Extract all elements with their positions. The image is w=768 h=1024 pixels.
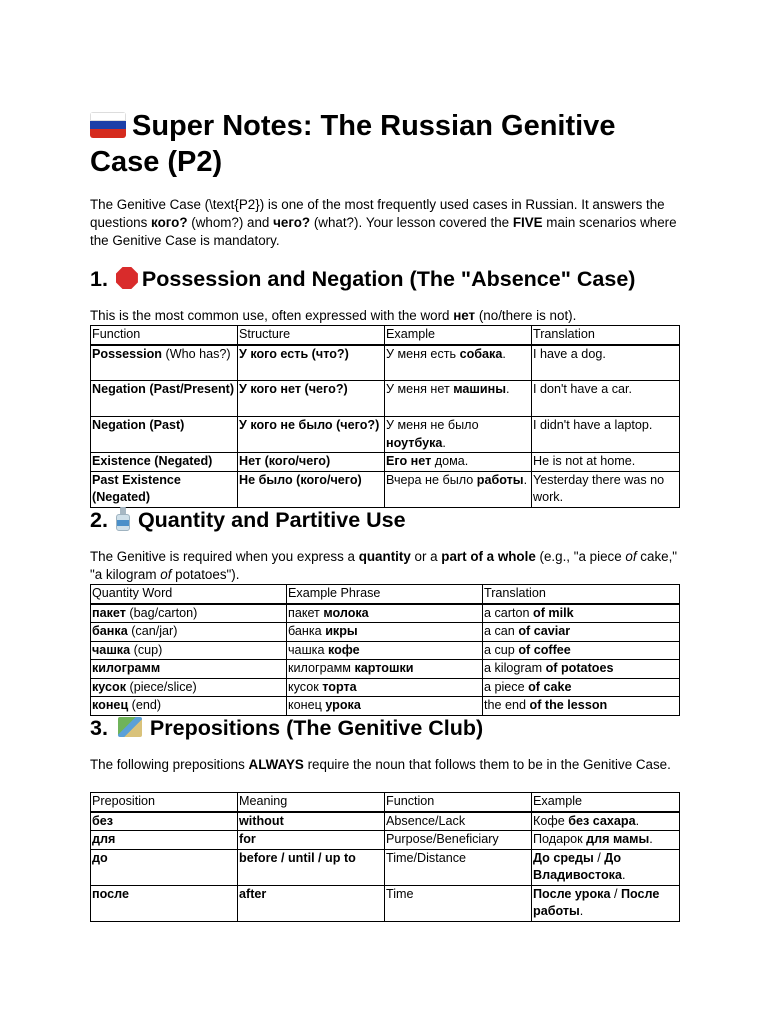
table-header-row	[91, 585, 680, 604]
section-3-heading: 3. Prepositions (The Genitive Club)	[90, 716, 484, 740]
column-header: Meaning	[238, 793, 385, 812]
translation-cell: He is not at home.	[532, 453, 680, 472]
function-cell: Purpose/Beneficiary	[385, 831, 532, 850]
translation-cell: I didn't have a laptop.	[532, 417, 680, 453]
table-row	[91, 417, 680, 453]
column-header: Preposition	[91, 793, 238, 812]
quantity-word-cell: банка (can/jar)	[91, 623, 287, 642]
column-header: Quantity Word	[91, 585, 287, 604]
section-2-heading: 2. Quantity and Partitive Use	[90, 508, 406, 532]
translation-cell: the end of the lesson	[483, 697, 680, 716]
table-row	[91, 623, 680, 642]
column-header: Example Phrase	[287, 585, 483, 604]
section-1-heading: 1. Possession and Negation (The "Absence" Case)	[90, 267, 636, 291]
meaning-cell: for	[238, 831, 385, 850]
structure-cell: У кого есть (что?)	[238, 345, 385, 381]
example-phrase-cell: конец урока	[287, 697, 483, 716]
example-cell: Вчера не было работы.	[385, 471, 532, 507]
example-cell: До среды / До Владивостока.	[532, 849, 680, 885]
example-cell: У меня нет машины.	[385, 381, 532, 417]
table-row	[91, 381, 680, 417]
function-cell: Absence/Lack	[385, 812, 532, 831]
meaning-cell: before / until / up to	[238, 849, 385, 885]
example-cell: У меня не было ноутбука.	[385, 417, 532, 453]
structure-cell: Не было (кого/чего)	[238, 471, 385, 507]
table-row	[91, 660, 680, 679]
quantity-word-cell: килограмм	[91, 660, 287, 679]
table-row	[91, 604, 680, 623]
example-cell: Подарок для мамы.	[532, 831, 680, 850]
table-row	[91, 345, 680, 381]
russia-flag-icon	[90, 112, 126, 138]
table-row	[91, 697, 680, 716]
function-cell: Existence (Negated)	[91, 453, 238, 472]
table-row	[91, 831, 680, 850]
translation-cell: I have a dog.	[532, 345, 680, 381]
quantity-word-cell: конец (end)	[91, 697, 287, 716]
table-header-row	[91, 326, 680, 345]
column-header: Example	[385, 326, 532, 345]
example-phrase-cell: чашка кофе	[287, 641, 483, 660]
quantity-word-cell: чашка (cup)	[91, 641, 287, 660]
function-cell: Negation (Past)	[91, 417, 238, 453]
example-phrase-cell: пакет молока	[287, 604, 483, 623]
quantity-table	[90, 584, 680, 716]
quantity-word-cell: кусок (piece/slice)	[91, 678, 287, 697]
translation-cell: a can of caviar	[483, 623, 680, 642]
table-row	[91, 471, 680, 507]
stop-sign-icon	[116, 267, 138, 289]
structure-cell: Нет (кого/чего)	[238, 453, 385, 472]
milk-bottle-icon	[116, 507, 130, 531]
section-1-description: This is the most common use, often expressed with the word нет (no/there is not).	[90, 308, 577, 323]
example-cell: После урока / После работы.	[532, 885, 680, 921]
translation-cell: Yesterday there was no work.	[532, 471, 680, 507]
function-cell: Negation (Past/Present)	[91, 381, 238, 417]
quantity-word-cell: пакет (bag/carton)	[91, 604, 287, 623]
example-cell: Кофе без сахара.	[532, 812, 680, 831]
possession-negation-table	[90, 325, 680, 508]
translation-cell: a piece of cake	[483, 678, 680, 697]
example-cell: У меня есть собака.	[385, 345, 532, 381]
example-cell: Его нет дома.	[385, 453, 532, 472]
prepositions-table	[90, 792, 680, 922]
intro-paragraph: The Genitive Case (\text{P2}) is one of the most frequently used cases in Russian. It answers the questions кого? (whom?) and чего? (what?). Your lesson covered the FIVE main scenarios where the Genitive Case is mandatory.	[90, 197, 677, 248]
table-row	[91, 641, 680, 660]
example-phrase-cell: банка икры	[287, 623, 483, 642]
preposition-cell: без	[91, 812, 238, 831]
table-row	[91, 849, 680, 885]
function-cell: Time	[385, 885, 532, 921]
table-header-row	[91, 793, 680, 812]
column-header: Function	[91, 326, 238, 345]
map-icon	[118, 717, 142, 737]
column-header: Example	[532, 793, 680, 812]
preposition-cell: после	[91, 885, 238, 921]
translation-cell: a kilogram of potatoes	[483, 660, 680, 679]
column-header: Translation	[483, 585, 680, 604]
function-cell: Possession (Who has?)	[91, 345, 238, 381]
translation-cell: I don't have a car.	[532, 381, 680, 417]
structure-cell: У кого нет (чего?)	[238, 381, 385, 417]
preposition-cell: до	[91, 849, 238, 885]
section-3-description: The following prepositions ALWAYS require the noun that follows them to be in the Genitive Case.	[90, 757, 671, 772]
preposition-cell: для	[91, 831, 238, 850]
column-header: Function	[385, 793, 532, 812]
column-header: Structure	[238, 326, 385, 345]
function-cell: Past Existence (Negated)	[91, 471, 238, 507]
structure-cell: У кого не было (чего?)	[238, 417, 385, 453]
function-cell: Time/Distance	[385, 849, 532, 885]
table-row	[91, 453, 680, 472]
table-row	[91, 885, 680, 921]
meaning-cell: after	[238, 885, 385, 921]
table-row	[91, 678, 680, 697]
column-header: Translation	[532, 326, 680, 345]
translation-cell: a cup of coffee	[483, 641, 680, 660]
meaning-cell: without	[238, 812, 385, 831]
table-row	[91, 812, 680, 831]
example-phrase-cell: килограмм картошки	[287, 660, 483, 679]
translation-cell: a carton of milk	[483, 604, 680, 623]
example-phrase-cell: кусок торта	[287, 678, 483, 697]
section-2-description: The Genitive is required when you express a quantity or a part of a whole (e.g., "a piece of cake," "a kilogram of potatoes").	[90, 549, 678, 582]
page-title: Super Notes: The Russian Genitive Case (P2)	[90, 110, 616, 178]
